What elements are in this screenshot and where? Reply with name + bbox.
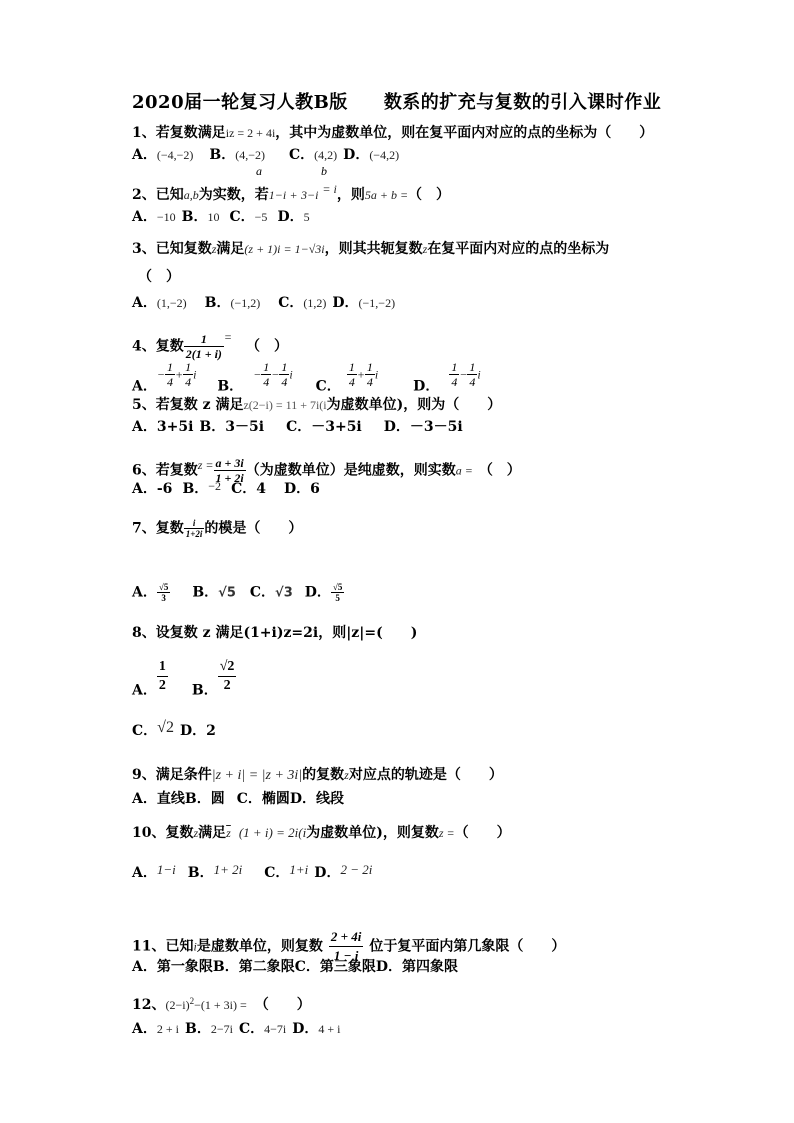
q2-option-b: 10 [207, 210, 220, 224]
q12-expression: $(2-i)^2-(1 + 3i)$ = [165, 996, 247, 1012]
q2-frac1-numerator: a [256, 164, 262, 178]
q7-option-d: $\frac{√5}{5}$ [332, 582, 343, 603]
q12-option-b: 2−7i [210, 1022, 233, 1036]
q9-option-a: 直线 [156, 791, 185, 807]
q7-option-c: √3 [275, 585, 293, 601]
q9-option-c: 椭圆 [261, 791, 290, 807]
q3-paren: （ ） [138, 269, 180, 285]
q11-options: A．第一象限B．第二象限C．第三象限D．第四象限 [132, 959, 459, 975]
q5-option-c: －3+5i [311, 419, 362, 435]
question-12: 12、$(2-i)^2-(1 + 3i)$ = （ ） [132, 996, 311, 1013]
q5-option-d: －3－5i [409, 419, 463, 435]
q1-expression: iz = 2 + 4i [225, 126, 276, 140]
q11-option-b: 第二象限 [238, 959, 295, 975]
q12-option-a: 2 + i [156, 1022, 179, 1036]
q8-option-d: 2 [206, 723, 216, 739]
q1-option-a: (−4,−2) [156, 148, 194, 162]
q5-options: A．3+5i B．3－5i C．－3+5i D．－3－5i [132, 419, 463, 435]
q8-options-cd: C．√2 D．2 [132, 719, 216, 739]
q3-option-c: (1,2) [303, 296, 327, 310]
q2-option-d: 5 [303, 210, 310, 224]
q10-expression: (1 + i) = 2i(i [238, 825, 307, 840]
q2-frac2-numerator: b [321, 164, 327, 178]
q2-frac2-denominator: 3−i [300, 188, 319, 202]
q5-option-a: 3+5i [156, 419, 194, 435]
q5-expression: z(2−i) = 11 + 7i(i [243, 398, 327, 412]
q2-frac1-denominator: 1−i [268, 188, 287, 202]
question-8: 8、设复数 z 满足(1+i)z=2i，则|z|=( ) [132, 625, 418, 641]
q11-option-a: 第一象限 [156, 959, 213, 975]
question-6: 6、若复数z = $\frac{a + 3i}{1 + 2i}$ （为虚数单位）是纯虚数，则实数a = （ ） [132, 456, 521, 485]
question-3: 3、已知复数z满足(z + 1)i = 1−√3i，则其共轭复数z在复平面内对应的点的坐标为 [132, 241, 610, 257]
q9-option-b: 圆 [210, 791, 225, 807]
q1-option-b: (4,−2) [235, 148, 266, 162]
q11-option-c: 第三象限 [319, 959, 376, 975]
q12-option-c: 4−7i [264, 1022, 287, 1036]
q9-expression: |z + i| = |z + 3i| [211, 768, 303, 783]
question-1: 1、若复数满足iz = 2 + 4i，其中为虚数单位，则在复平面内对应的点的坐标为（ ） [132, 125, 654, 141]
q6-option-d: 6 [310, 481, 320, 497]
q7-fraction: $\frac{i}{1+2i}$ [185, 518, 203, 539]
q3-option-b: (−1,2) [230, 296, 261, 310]
q10-option-b: 1+ 2i [213, 862, 243, 877]
q12-option-d: 4 + i [318, 1022, 341, 1036]
question-5: 5、若复数 z 满足z(2−i) = 11 + 7i(i为虚数单位)，则为（ ） [132, 397, 502, 413]
q3-options: A．(1,−2) B．(−1,2) C．(1,2) D．(−1,−2) [132, 295, 396, 311]
q6-option-c: 4 [256, 481, 266, 497]
question-2: 2、已知a,b为实数，若1−i + 3−i = i，则5a + b =（ ） [132, 182, 451, 203]
q8-options-ab: A． $\frac{1}{2}$ B． $\frac{√2}{2}$ [132, 659, 235, 699]
q6-option-a: -6 [156, 481, 173, 497]
q11-option-d: 第四象限 [402, 959, 459, 975]
q2-option-a: −10 [156, 210, 176, 224]
q6-option-b: −2 [208, 479, 222, 493]
question-10: 10、复数z满足$\overline{z}$ (1 + i) = 2i(i为虚数单位)，则复数z =（ ） [132, 825, 511, 841]
q11-fraction: $\frac{2 + 4i}{1 - i}$ [330, 929, 362, 963]
q3-option-d: (−1,−2) [358, 296, 396, 310]
q10-option-c: 1+i [289, 862, 309, 877]
question-9: 9、满足条件|z + i| = |z + 3i|的复数z对应点的轨迹是（ ） [132, 767, 503, 783]
q2-options: A．−10 B．10 C．−5 D．5 [132, 209, 310, 225]
page-title [132, 88, 661, 114]
q7-option-b: √5 [218, 585, 236, 601]
question-11: 11、已知i是虚数单位，则复数 $\frac{2 + 4i}{1 - i}$ 位于复平面内第几象限（ ） [132, 929, 566, 963]
q7-options: A． $\frac{√5}{3}$ B．√5 C．√3 D． $\frac{√5}{5}$ [132, 582, 343, 603]
q6-fraction: $\frac{a + 3i}{1 + 2i}$ [215, 456, 244, 485]
q9-options: A．直线B．圆 C．椭圆D．线段 [132, 791, 345, 807]
q12-options: A．2 + i B．2−7i C．4−7i D．4 + i [132, 1021, 341, 1037]
q10-options: A．1−i B．1+ 2i C．1+i D．2 − 2i [132, 862, 373, 881]
q10-conjugate-z: $\overline{z}$ [226, 826, 231, 840]
title-right: 数系的扩充与复数的引入课时作业 [383, 92, 662, 113]
q5-option-b: 3－5i [225, 419, 265, 435]
q8-option-a: $\frac{1}{2}$ [158, 659, 166, 693]
q1-option-d: (−4,2) [369, 148, 400, 162]
q4-fraction: $\frac{1}{2(1 + i)}$ [185, 332, 222, 361]
title-left: 2020届一轮复习人教B版 [132, 92, 348, 113]
q1-option-c: (4,2) [314, 148, 338, 162]
q2-option-c: −5 [254, 210, 268, 224]
q1-options: A．(−4,−2) B．(4,−2) C．(4,2) D．(−4,2) [132, 147, 400, 163]
q3-expression: (z + 1)i = 1−√3i [244, 242, 325, 256]
q8-option-c: √2 [157, 719, 174, 736]
q9-option-d: 线段 [316, 791, 345, 807]
question-4: 4、复数 $\frac{1}{2(1 + i)}$ =（ ） [132, 329, 289, 361]
question-7: 7、复数 $\frac{i}{1+2i}$ 的模是（ ） [132, 518, 303, 539]
q7-option-a: $\frac{√5}{3}$ [158, 582, 169, 603]
q10-option-d: 2 − 2i [340, 862, 373, 877]
q10-option-a: 1−i [156, 862, 176, 877]
q8-option-b: $\frac{√2}{2}$ [219, 659, 235, 693]
q6-options: A．-6 B．−2 C．4 D．6 [132, 479, 320, 497]
q4-options: A．− $\frac{1}{4}$ + $\frac{1}{4}$ i B．− $\frac{1}{4}$ − $\frac{1}{4}$ i C． $\frac{1}{4}$ + $\frac{1}{4}$ i D． $\frac{1}{4}$ − $\frac{1}{4}$ i [132, 360, 481, 395]
q3-option-a: (1,−2) [156, 296, 187, 310]
